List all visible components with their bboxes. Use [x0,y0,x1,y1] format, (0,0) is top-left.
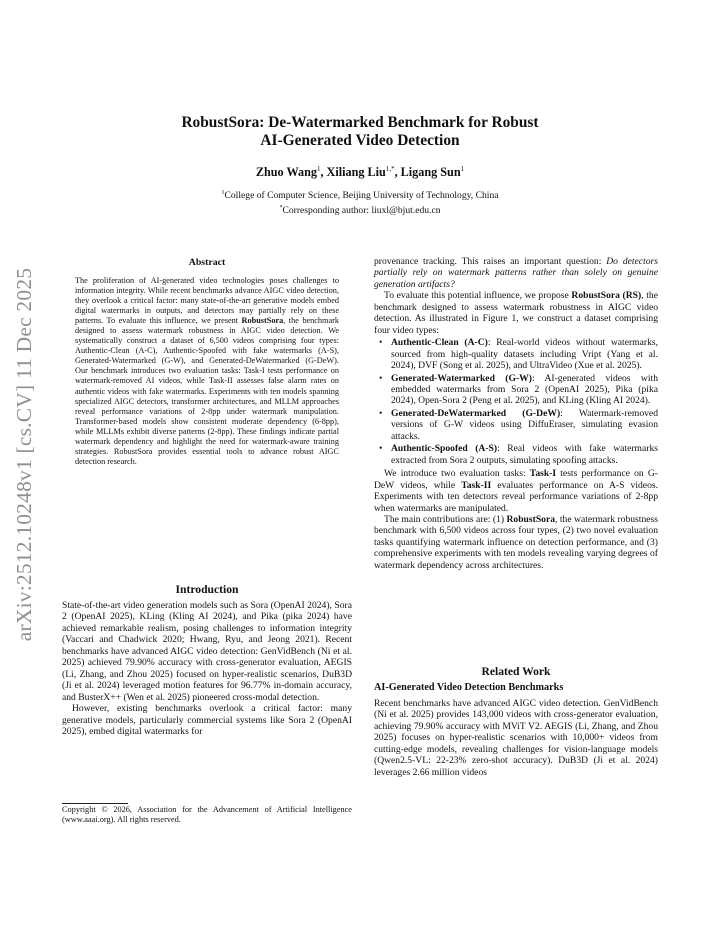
paragraph: provenance tracking. This raises an important question: Do detectors partially rely on watermark patterns rather than solely on genuine generation artifacts? [374,256,658,290]
paragraph: We introduce two evaluation tasks: Task-I tests performance on G-DeW videos, while Task-II evaluates performance on A-S videos. Experiments with ten detectors reveal performance variations of 2-8pp when watermarks are manipulated. [374,468,659,514]
paragraph: State-of-the-art video generation models such as Sora (OpenAI 2024), Sora 2 (OpenAI 2025), KLing (Kling AI 2024), and Pika (pika 2024) have achieved remarkable realism, posing challenges to information integrity (Vaccari and Chadwick 2020; Hwang, Ryu, and Jeong 2021). Recent benchmarks have advanced AIGC video detection: GenVidBench (Ni et al. 2025) achieved 79.90% accuracy with cross-generator evaluation, AEGIS (Li, Zhang, and Zhou 2025) focused on hyper-realistic scenarios, DuB3D (Ji et al. 2024) leveraged motion features for 96.77% in-domain accuracy, and BusterX++ (Wen et al. 2025) pioneered cross-modal detection. [62,600,352,703]
bullet-icon: • [379,372,383,384]
author-list: Zhuo Wang$^1$, Xiliang Liu$^{1,*}$, Ligang Sun$^1$ [255,165,465,180]
abstract-body: The proliferation of AI-generated video technologies poses challenges to information integrity. While recent benchmarks advance AIGC video detection, they overlook a critical factor: many state-of-the-art generative models embed digital watermarks in outputs, and detectors may partially rely on these patterns. To evaluate this influence, we present RobustSora, the benchmark designed to assess watermark robustness in AIGC video detection. We systematically construct a dataset of 6,500 videos comprising four types: Authentic-Clean (A-C), Authentic-Spoofed with fake watermarks (A-S), Generated-Watermarked (G-W), and Generated-DeWatermarked (G-DeW). Our benchmark introduces two evaluation tasks: Task-I tests performance on watermark-removed AI videos, while Task-II assesses false alarm rates on authentic videos with fake watermarks. Experiments with ten models spanning specialized AIGC detectors, transformer architectures, and MLLM approaches reveal performance variations of 2-8pp under watermark manipulation. Transformer-based models show consistent moderate dependency (6-8pp), while MLLMs exhibit diverse patterns (2-8pp). These findings indicate partial watermark dependency and highlight the need for watermark-aware training strategies. RobustSora provides essential tools to advance robust AIGC detection research. [75,276,340,466]
paragraph: Recent benchmarks have advanced AIGC video detection. GenVidBench (Ni et al. 2025) provides 143,000 videos with cross-generator evaluation, achieving 79.90% accuracy with MViT V2. AEGIS (Li, Zhang, and Zhou 2025) focuses on hyper-realistic scenarios with 10,000+ videos from cutting-edge models, revealing challenges for vision-language models (Qwen2.5-VL: 22-23% zero-shot accuracy). DuB3D (Ji et al. 2024) leverages 2.66 million videos [374,698,658,778]
author-name: Xiliang Liu [326,165,386,180]
related-work-heading: Related Work [481,665,551,678]
video-type-list [374,337,658,466]
author-name: Zhuo Wang [255,165,317,180]
introduction-body [62,600,352,737]
footnote-divider [62,803,128,804]
introduction-heading: Introduction [175,583,239,596]
list-item: • Authentic-Clean (A-C): Real-world videos without watermarks, sourced from high-quality datasets including Vript (Yang et al. 2024), DVF (Song et al. 2025), and UltraVideo (Xue et al. 2025). [379,337,658,372]
affiliation: College of Computer Science, Beijing University of Technology, China [224,190,499,202]
bullet-icon: • [379,407,383,419]
corresponding-author: Corresponding author: liuxl@bjut.edu.cn [282,205,441,217]
bullet-icon: • [379,337,383,349]
paragraph: However, existing benchmarks overlook a critical factor: many generative models, particularly commercial systems like Sora 2 (OpenAI 2025), embed digital watermarks for [62,703,352,737]
list-item: • Generated-Watermarked (G-W): AI-generated videos with embedded watermarks from Sora 2 (OpenAI 2025), Pika (pika 2024), Open-Sora 2 (Peng et al. 2025), and KLing (Kling AI 2024). [379,372,658,407]
list-item: • Generated-DeWatermarked (G-DeW): Watermark-removed versions of G-W videos using DiffuEraser, simulating evasion attacks. [379,407,658,442]
paragraph: The main contributions are: (1) RobustSora, the watermark robustness benchmark with 6,500 videos across four types, (2) two novel evaluation tasks quantifying watermark influence on detection performance, and (3) comprehensive experiments with ten models revealing varying degrees of watermark dependency across architectures. [374,513,658,571]
related-work-body [374,698,658,778]
list-item: • Authentic-Spoofed (A-S): Real videos with fake watermarks extracted from Sora 2 outputs, simulating spoofing attacks. [379,443,658,466]
right-column-body [374,256,658,571]
abstract-heading: Abstract [188,257,226,268]
paragraph: To evaluate this potential influence, we propose RobustSora (RS), the benchmark designed to assess watermark robustness in AIGC video detection. As illustrated in Figure 1, we construct a dataset comprising four video types: [374,290,658,336]
bullet-icon: • [379,443,383,455]
affiliation-block: $^1$College of Computer Science, Beijing University of Technology, China *Corresponding author: liuxl@bjut.edu.cn [221,190,499,217]
paper-title: RobustSora: De-Watermarked Benchmark for Robust AI-Generated Video Detection [181,114,539,149]
arxiv-stamp: arXiv:2512.10248v1 [cs.CV] 11 Dec 2025 [12,267,37,641]
copyright-footnote: Copyright © 2026, Association for the Advancement of Artificial Intelligence (www.aaai.org). All rights reserved. [62,805,352,825]
related-work-subheading: AI-Generated Video Detection Benchmarks [374,682,564,693]
author-name: Ligang Sun [400,165,461,180]
